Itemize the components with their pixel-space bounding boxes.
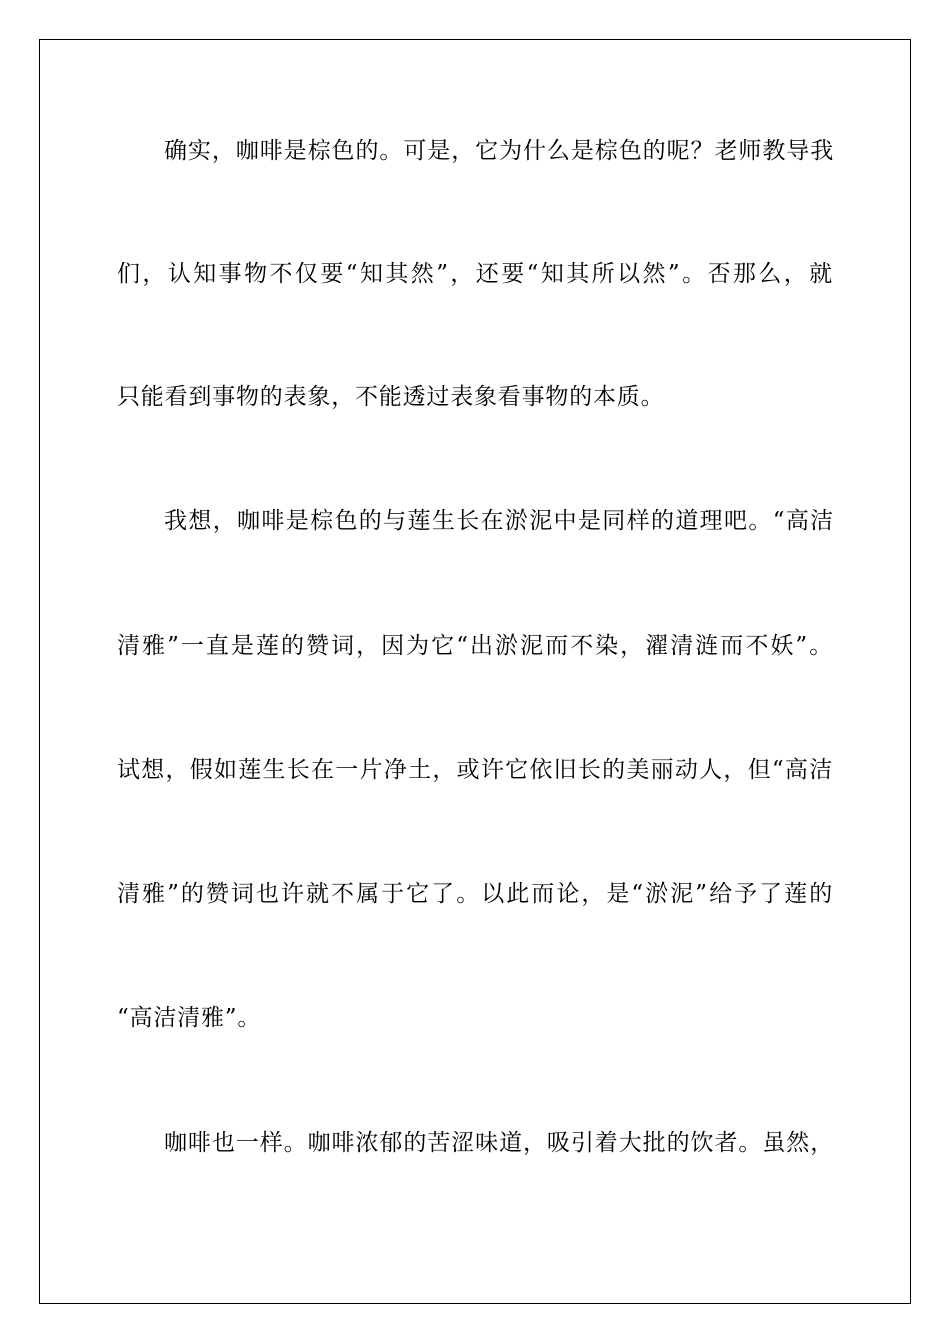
paragraph-2-line-4: 清雅”的赞词也许就不属于它了。以此而论，是“淤泥”给予了莲的	[117, 881, 833, 907]
page-border	[39, 39, 911, 1304]
paragraph-2-line-5: “高洁清雅”。	[117, 1005, 262, 1031]
paragraph-1-line-3: 只能看到事物的表象，不能透过表象看事物的本质。	[117, 384, 665, 410]
paragraph-2-line-2: 清雅”一直是莲的赞词，因为它“出淤泥而不染，濯清涟而不妖”。	[117, 633, 833, 659]
paragraph-1-line-2: 们，认知事物不仅要“知其然”，还要“知其所以然”。否那么，就	[117, 261, 833, 287]
paragraph-1-line-1: 确实，咖啡是棕色的。可是，它为什么是棕色的呢？老师教导我	[164, 138, 834, 164]
paragraph-3-line-1: 咖啡也一样。咖啡浓郁的苦涩味道，吸引着大批的饮者。虽然，	[164, 1130, 834, 1156]
paragraph-2-line-1: 我想，咖啡是棕色的与莲生长在淤泥中是同样的道理吧。“高洁	[164, 508, 834, 534]
paragraph-2-line-3: 试想，假如莲生长在一片净土，或许它依旧长的美丽动人，但“高洁	[117, 757, 833, 783]
